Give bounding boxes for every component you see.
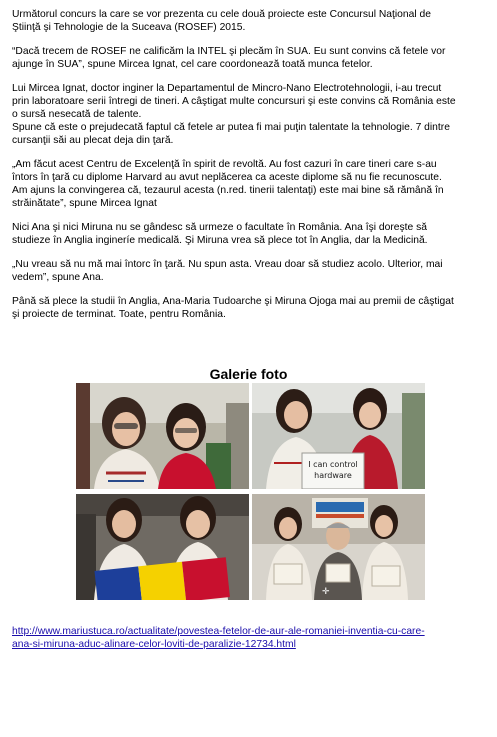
paragraph-7 [12,295,488,321]
paragraph-1 [12,8,488,34]
paragraph-4 [12,158,488,210]
paragraph-line: întors în ţară cu diplome Harvard au avut neplăcerea ca aceste diplome să nu fie recunoscute. [12,172,442,183]
source-link-line[interactable]: http://www.mariustuca.ro/actualitate/povestea-fetelor-de-aur-ale-romaniei-inventia-cu-care- [12,626,425,637]
svg-text:hardware: hardware [314,471,352,480]
paragraph-line: “Dacă trecem de ROSEF ne calificăm la INTEL şi plecăm în SUA. Eu sunt convins că fetele vor [12,46,446,57]
paragraph-3 [12,82,488,147]
paragraph-line: Am ajuns la convingerea că, tezaurul acesta (n.red. tinerii talentaţi) este mai bine să rămână în [12,185,444,196]
paragraph-line: Nici Ana şi nici Miruna nu se gândesc să urmeze o facultate în România. Ana îşi doreşte să [12,222,427,233]
paragraph-line: Spune că este o prejudecată faptul că fetele ar putea fi mai puţin talentate la tehnologie. 7 dintre [12,122,450,133]
paragraph-line: Următorul concurs la care se vor prezenta cu cele două proiecte este Concursul Naţional de [12,9,431,20]
article-body [12,8,488,332]
paragraph-line: Ştiinţă şi Tehnologie de la Suceava (ROSEF) 2015. [12,22,246,33]
gallery-title: Galerie foto [209,366,288,382]
paragraph-line: ajunge în SUA”, spune Mircea Ignat, cel care coordonează toată munca fetelor. [12,59,373,70]
paragraph-line: Lui Mircea Ignat, doctor inginer la Departamentul de Mincro-Nano Electrotehnologii, i-au trecut [12,83,442,94]
paragraph-line: Până să plece la studii în Anglia, Ana-Maria Tudoarche şi Miruna Ojoga mai au premii de câştigat [12,296,454,307]
paragraph-6 [12,258,488,284]
photo-two-girls-fair[interactable] [76,383,249,489]
paragraph-2 [12,45,488,71]
photo-girls-award[interactable] [252,494,425,600]
svg-text:I can control: I can control [308,460,358,469]
source-link-line[interactable]: ana-si-miruna-aduc-alinare-celor-loviti-de-paralizie-12734.html [12,639,296,650]
paragraph-line: „Nu vreau să nu mă mai întorc în ţară. Nu spun asta. Vreau doar să studiez acolo. Ulterior, mai [12,259,443,270]
paragraph-line: o sursă nesecată de talente. [12,109,142,120]
paragraph-line: cursanţii săi au plecat deja din ţară. [12,135,174,146]
paragraph-line: prin laboratoare serii întregi de tineri. A câştigat multe concursuri şi este convins că România este [12,96,456,107]
svg-text:✛: ✛ [322,587,330,597]
photo-girls-sign[interactable] [252,383,425,489]
paragraph-line: „Am făcut acest Centru de Excelenţă în spirit de revoltă. Au fost cazuri în care tineri care s-au [12,159,437,170]
paragraph-line: străinătate”, spune Mircea Ignat [12,198,157,209]
paragraph-line: şi proiecte de terminat. Toate, pentru România. [12,309,226,320]
paragraph-5 [12,221,488,247]
source-link[interactable] [12,625,482,651]
paragraph-line: vedem”, spune Ana. [12,272,104,283]
paragraph-line: studieze în Anglia ingineríe medicală. Şi Miruna vrea să plece tot în Anglia, dar la Medicină. [12,235,428,246]
photo-girls-flag[interactable] [76,494,249,600]
